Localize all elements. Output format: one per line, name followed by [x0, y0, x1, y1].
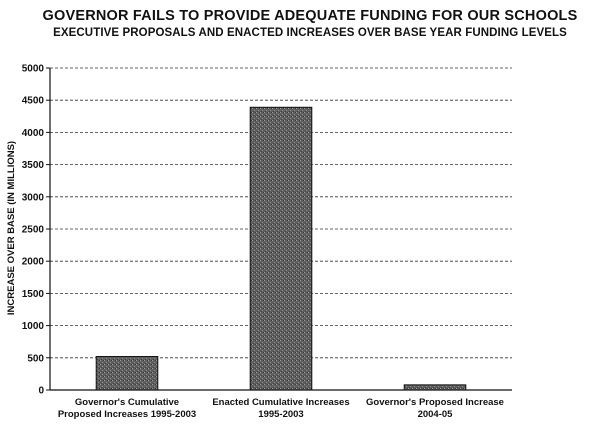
y-tick-label: 500	[27, 353, 44, 365]
x-category-label: Governor's Proposed Increase	[366, 397, 504, 408]
y-tick-label: 4500	[21, 95, 44, 107]
x-category-label: Proposed Increases 1995-2003	[57, 409, 197, 420]
y-tick-label: 5000	[21, 63, 44, 75]
x-category-label: 1995-2003	[258, 409, 304, 420]
y-tick-labels	[22, 64, 50, 397]
bar	[96, 357, 158, 390]
y-tick-label: 3000	[21, 192, 44, 204]
y-tick-label: 0	[38, 385, 44, 397]
chart-title: GOVERNOR FAILS TO PROVIDE ADEQUATE FUNDING FOR OUR SCHOOLS	[42, 8, 578, 24]
x-category-label: Enacted Cumulative Increases	[212, 397, 350, 408]
y-axis-label: INCREASE OVER BASE (IN MILLIONS)	[6, 140, 17, 316]
bar	[404, 385, 466, 390]
y-tick-label: 4000	[21, 127, 44, 139]
x-category-labels	[58, 397, 504, 420]
bars	[96, 107, 466, 390]
y-tick-label: 2000	[21, 256, 44, 268]
y-tick-label: 2500	[21, 224, 44, 236]
x-category-label: Governor's Cumulative	[74, 397, 180, 408]
chart-subtitle: EXECUTIVE PROPOSALS AND ENACTED INCREASES OVER BASE YEAR FUNDING LEVELS	[53, 27, 567, 39]
y-tick-label: 1500	[21, 288, 44, 300]
y-tick-label: 1000	[21, 321, 44, 333]
x-category-label: 2004-05	[417, 409, 453, 420]
bar	[250, 107, 312, 390]
y-tick-label: 3500	[21, 160, 44, 172]
